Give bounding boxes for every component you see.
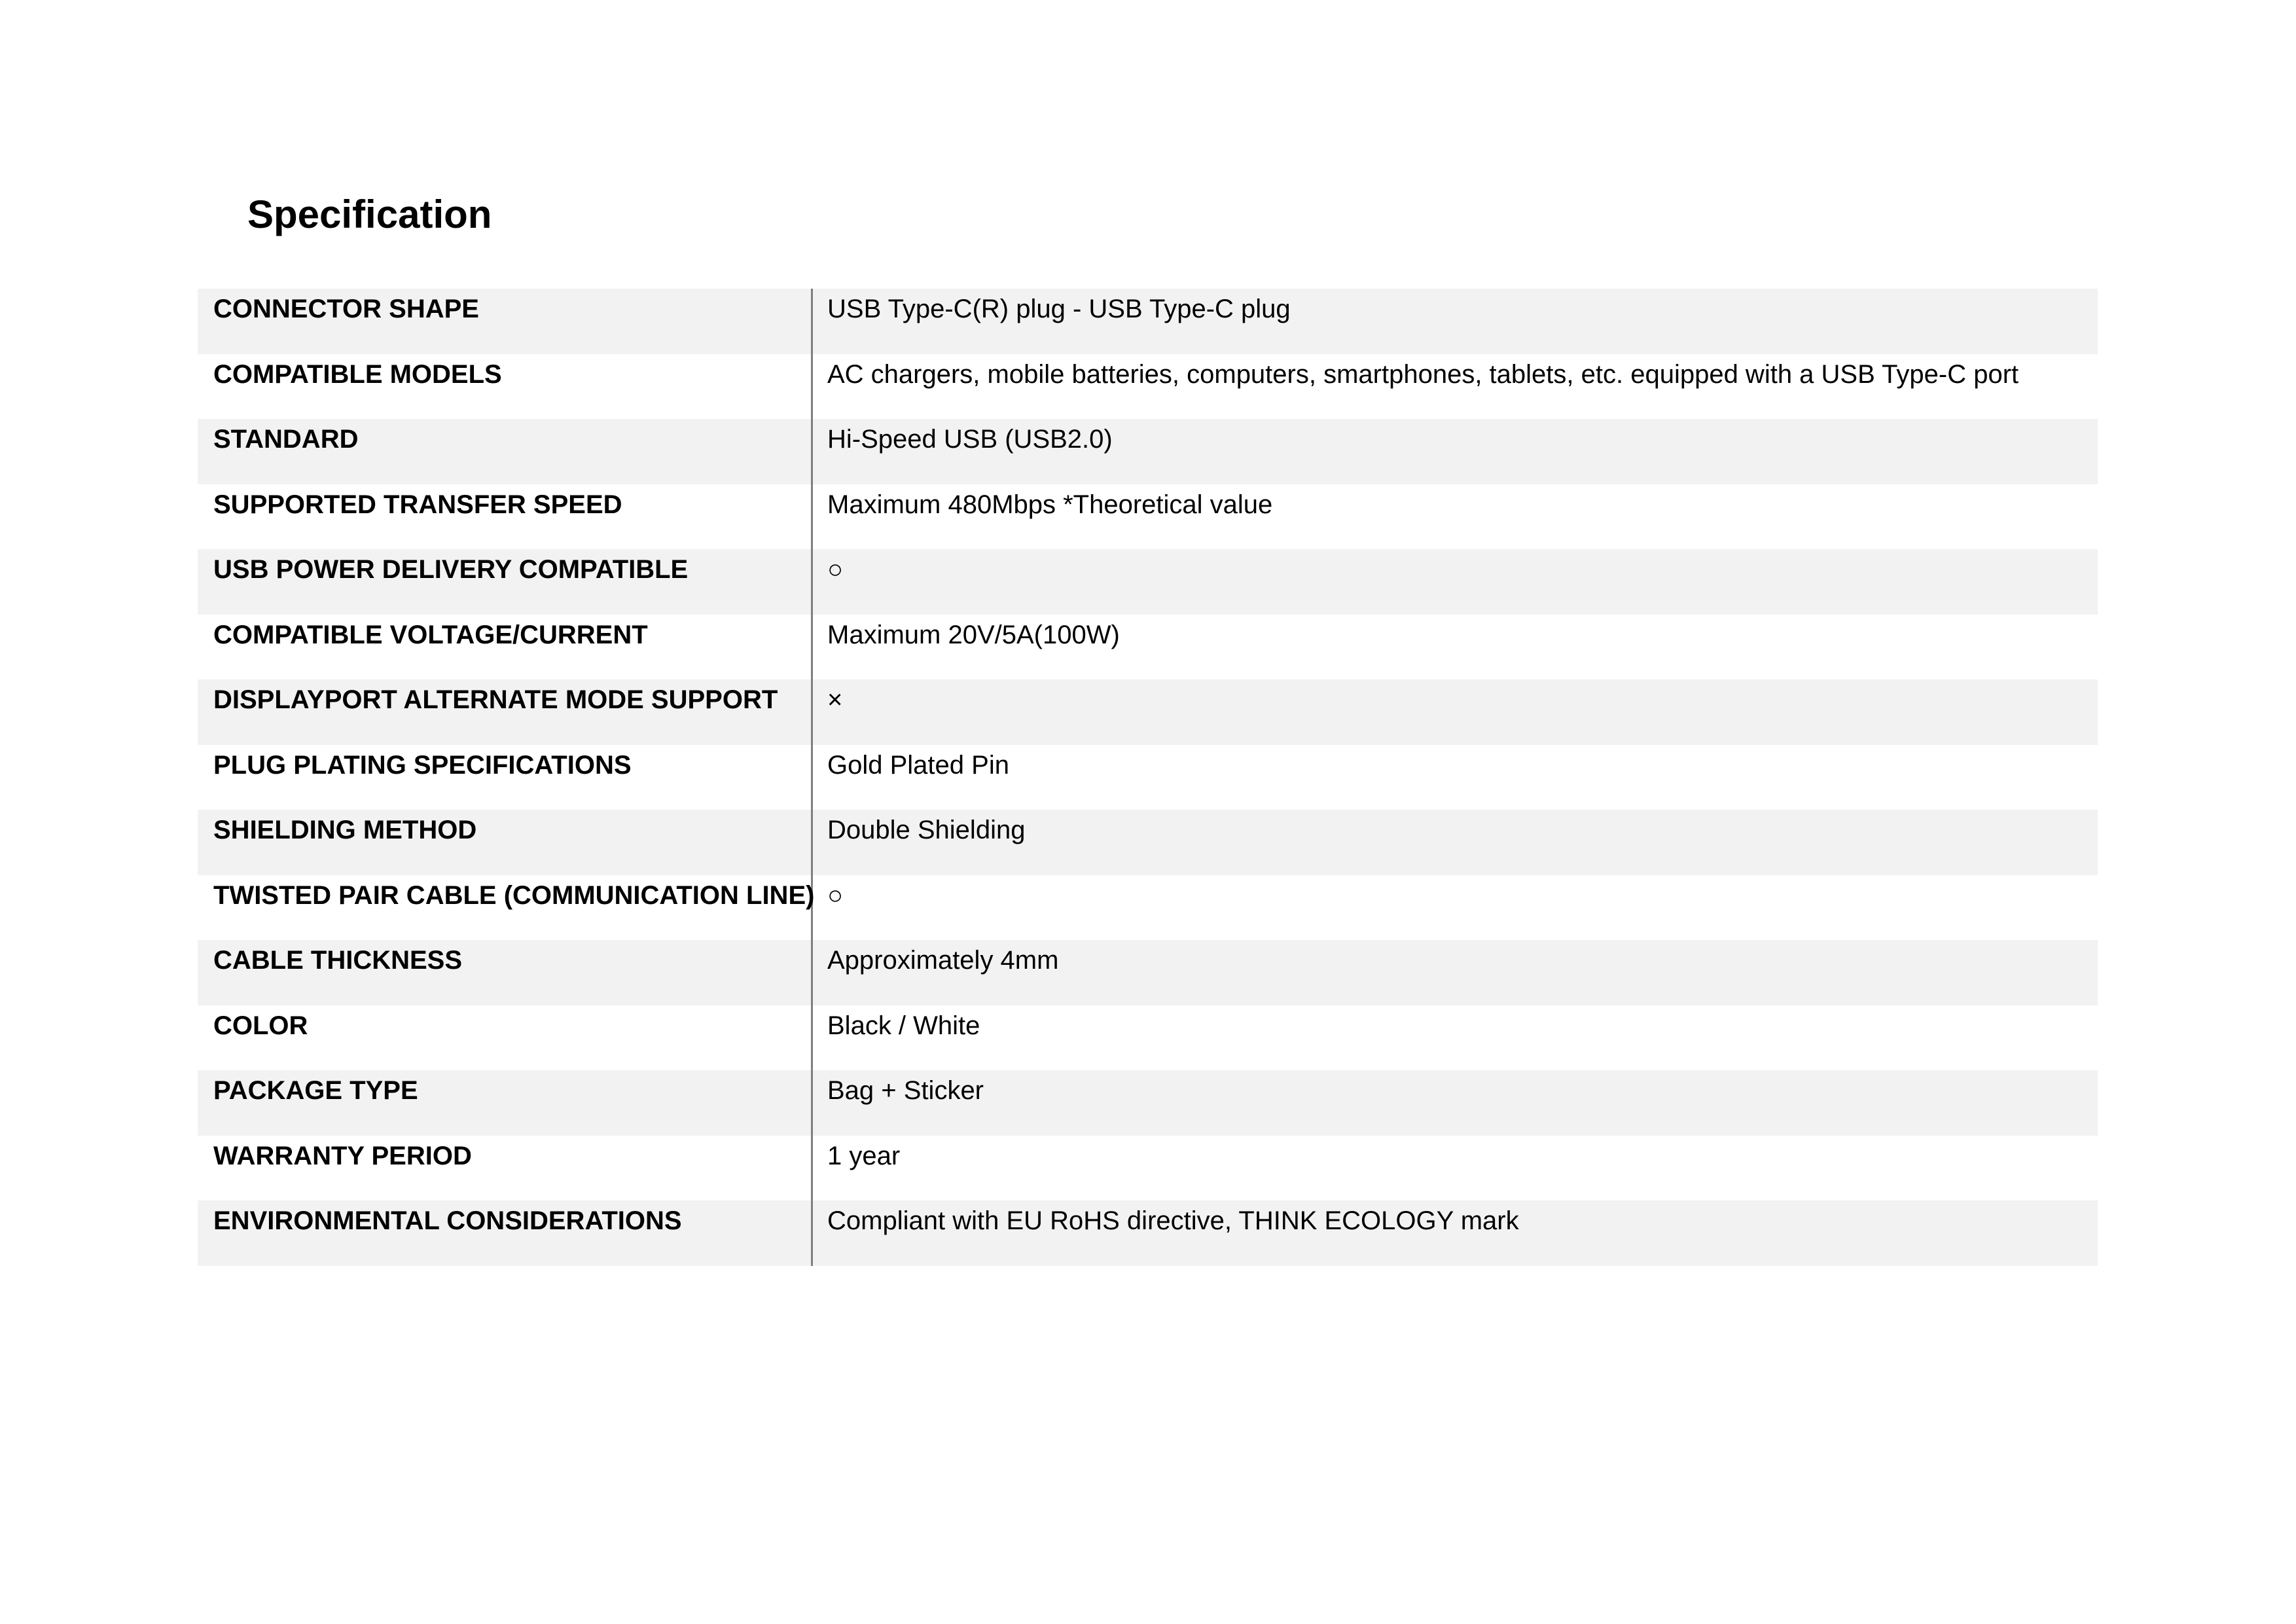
spec-row-package-type bbox=[198, 1070, 2098, 1136]
spec-value: Hi-Speed USB (USB2.0) bbox=[827, 425, 1113, 454]
spec-key: TWISTED PAIR CABLE (COMMUNICATION LINE) bbox=[198, 875, 813, 941]
spec-row-shielding-method bbox=[198, 810, 2098, 875]
spec-row-plug-plating bbox=[198, 745, 2098, 810]
spec-key: DISPLAYPORT ALTERNATE MODE SUPPORT bbox=[198, 679, 813, 745]
spec-key: USB POWER DELIVERY COMPATIBLE bbox=[198, 549, 813, 615]
spec-key: STANDARD bbox=[198, 419, 813, 484]
spec-row-voltage-current bbox=[198, 615, 2098, 680]
spec-value: Maximum 480Mbps *Theoretical value bbox=[827, 490, 1273, 519]
spec-value: Maximum 20V/5A(100W) bbox=[827, 620, 1120, 649]
spec-key: COMPATIBLE MODELS bbox=[198, 354, 813, 420]
spec-row-warranty-period bbox=[198, 1136, 2098, 1201]
spec-value: Bag + Sticker bbox=[827, 1076, 984, 1105]
spec-row-displayport-alt-mode bbox=[198, 679, 2098, 745]
spec-row-color bbox=[198, 1005, 2098, 1071]
spec-value: Approximately 4mm bbox=[827, 946, 1059, 975]
spec-value: ○ bbox=[827, 880, 844, 910]
spec-key: ENVIRONMENTAL CONSIDERATIONS bbox=[198, 1200, 813, 1266]
spec-value: AC chargers, mobile batteries, computers, smartphones, tablets, etc. equipped with a USB Type-C port bbox=[827, 359, 2019, 389]
spec-value: × bbox=[827, 685, 843, 714]
spec-value: 1 year bbox=[827, 1141, 901, 1170]
spec-row-usb-power-delivery bbox=[198, 549, 2098, 615]
spec-table bbox=[198, 289, 2098, 1266]
page-title: Specification bbox=[247, 192, 492, 236]
spec-key: COMPATIBLE VOLTAGE/CURRENT bbox=[198, 615, 813, 680]
spec-value: Double Shielding bbox=[827, 816, 1026, 844]
spec-key: PACKAGE TYPE bbox=[198, 1070, 813, 1136]
spec-value: Gold Plated Pin bbox=[827, 750, 1009, 780]
spec-row-cable-thickness bbox=[198, 940, 2098, 1005]
spec-key: SUPPORTED TRANSFER SPEED bbox=[198, 484, 813, 550]
spec-key: CONNECTOR SHAPE bbox=[198, 289, 813, 354]
spec-row-twisted-pair bbox=[198, 875, 2098, 941]
spec-key: COLOR bbox=[198, 1005, 813, 1071]
spec-row-compatible-models bbox=[198, 354, 2098, 420]
spec-key: SHIELDING METHOD bbox=[198, 810, 813, 875]
spec-key: PLUG PLATING SPECIFICATIONS bbox=[198, 745, 813, 810]
spec-key: WARRANTY PERIOD bbox=[198, 1136, 813, 1201]
spec-value: USB Type-C(R) plug - USB Type-C plug bbox=[827, 295, 1291, 323]
spec-value: ○ bbox=[827, 555, 844, 584]
spec-row-standard bbox=[198, 419, 2098, 484]
spec-value: Compliant with EU RoHS directive, THINK ECOLOGY mark bbox=[827, 1206, 1519, 1235]
spec-key: CABLE THICKNESS bbox=[198, 940, 813, 1005]
spec-row-environmental bbox=[198, 1200, 2098, 1266]
spec-row-transfer-speed bbox=[198, 484, 2098, 550]
spec-row-connector-shape bbox=[198, 289, 2098, 354]
spec-value: Black / White bbox=[827, 1011, 980, 1040]
